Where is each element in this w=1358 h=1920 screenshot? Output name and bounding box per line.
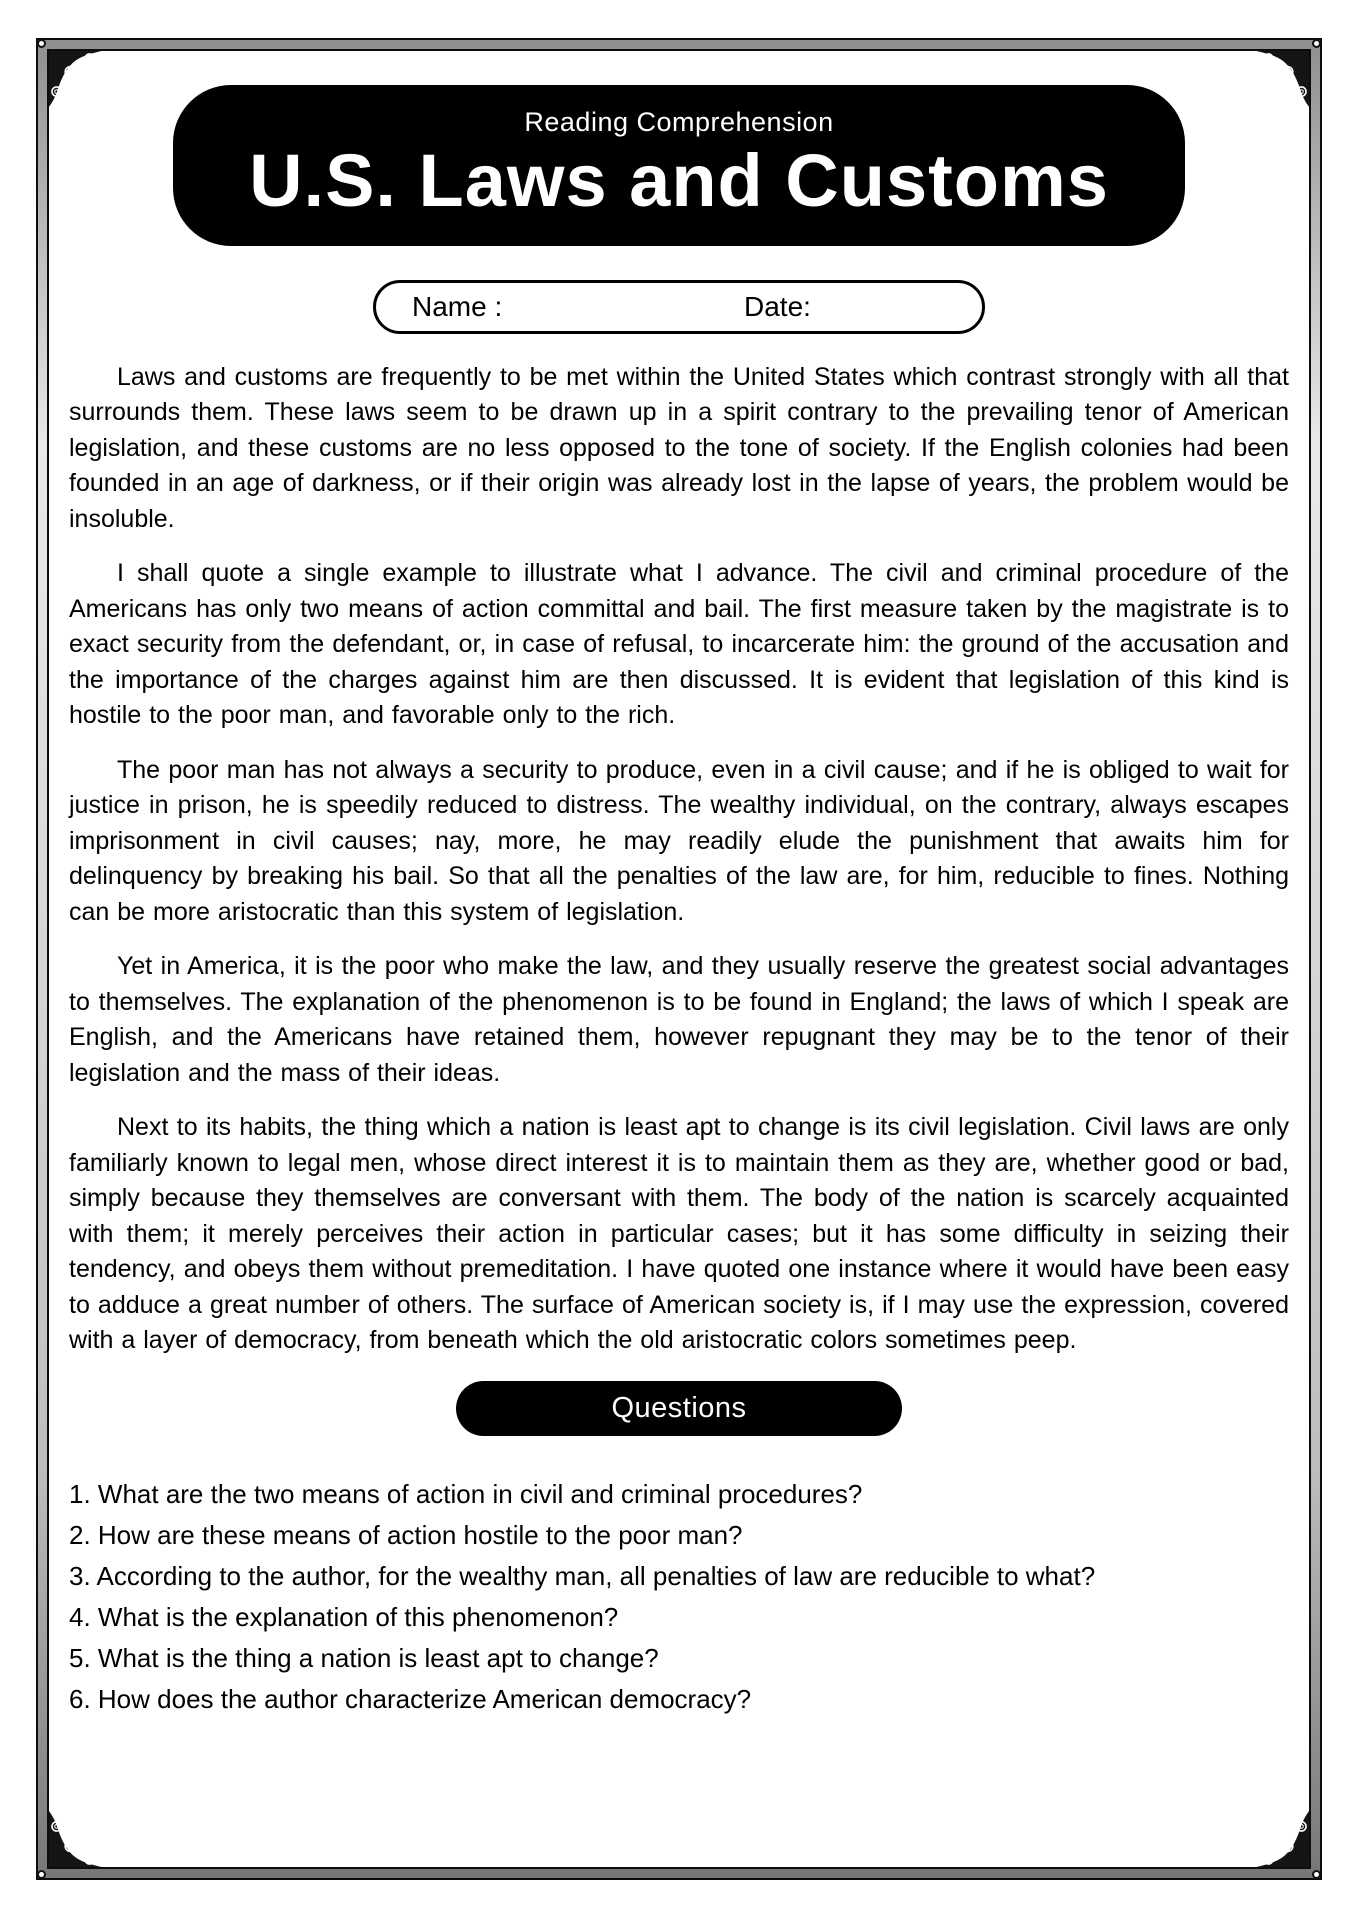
question-item: 1. What are the two means of action in civil and criminal procedures? — [69, 1478, 863, 1509]
question-item: 2. How are these means of action hostile to the poor man? — [69, 1519, 743, 1550]
question-item: 3. According to the author, for the wealthy man, all penalties of law are reducible to what? — [69, 1560, 1096, 1591]
corner-rivet-icon — [37, 1870, 46, 1879]
corner-flourish-icon — [48, 50, 114, 116]
worksheet-sheet — [47, 49, 1311, 1869]
passage-paragraph: The poor man has not always a security to produce, even in a civil cause; and if he is obliged to wait for justice in prison, he is speedily reduced to distress. The wealthy individual, on the contrary, always escapes imprisonment in civil causes; nay, more, he may readily elude the punishment that awaits him for delinquency by breaking his bail. So that all the penalties of the law are, for him, reducible to fines. Nothing can be more aristocratic than this system of legislation. — [69, 755, 1289, 926]
passage-paragraph: I shall quote a single example to illustrate what I advance. The civil and criminal procedure of the Americans has only two means of action committal and bail. The first measure taken by the magistrate is to exact security from the defendant, or, in case of refusal, to incarcerate him: the ground of the accusation and the importance of the charges against him are then discussed. It is evident that legislation of this kind is hostile to the poor man, and favorable only to the rich. — [69, 559, 1289, 730]
page-title: U.S. Laws and Customs — [249, 139, 1109, 222]
corner-rivet-icon — [1312, 1870, 1321, 1879]
corner-flourish-icon — [1244, 50, 1310, 116]
passage-paragraph: Next to its habits, the thing which a nation is least apt to change is its civil legislation. Civil laws are only familiarly known to legal men, whose direct interest it is to maintain them as they are, whether good or bad, simply because they themselves are conversant with them. The body of the nation is scarcely acquainted with them; it merely perceives their action in particular cases; but it has some difficulty in seizing their tendency, and obeys them without premeditation. I have quoted one instance where it would have been easy to adduce a great number of others. The surface of American society is, if I may use the expression, covered with a layer of democracy, from beneath which the old aristocratic colors sometimes peep. — [69, 1113, 1289, 1355]
questions-heading: Questions — [456, 1381, 902, 1436]
name-date-field[interactable] — [373, 280, 985, 334]
question-item: 6. How does the author characterize American democracy? — [69, 1683, 752, 1714]
question-list — [49, 1436, 1309, 1720]
decorative-frame — [36, 38, 1322, 1880]
name-label: Name : — [412, 290, 503, 322]
header-banner — [173, 85, 1185, 246]
passage-paragraph: Yet in America, it is the poor who make the law, and they usually reserve the greatest social advantages to themselves. The explanation of the phenomenon is to be found in England; the laws of which I speak are English, and the Americans have retained them, however repugnant they may be to the tenor of their legislation and the mass of their ideas. — [69, 952, 1289, 1087]
corner-flourish-icon — [48, 1802, 114, 1868]
reading-passage — [49, 334, 1309, 1359]
passage-paragraph: Laws and customs are frequently to be met within the United States which contrast strongly with all that surrounds them. These laws seem to be drawn up in a spirit contrary to the prevailing tenor of American legislation, and these customs are no less opposed to the tone of society. If the English colonies had been founded in an age of darkness, or if their origin was already lost in the lapse of years, the problem would be insoluble. — [69, 362, 1289, 533]
question-item: 4. What is the explanation of this phenomenon? — [69, 1601, 619, 1632]
corner-rivet-icon — [1312, 39, 1321, 48]
corner-flourish-icon — [1244, 1802, 1310, 1868]
date-label: Date: — [744, 290, 811, 322]
corner-rivet-icon — [37, 39, 46, 48]
header-subtitle: Reading Comprehension — [524, 107, 834, 137]
question-item: 5. What is the thing a nation is least apt to change? — [69, 1642, 659, 1673]
